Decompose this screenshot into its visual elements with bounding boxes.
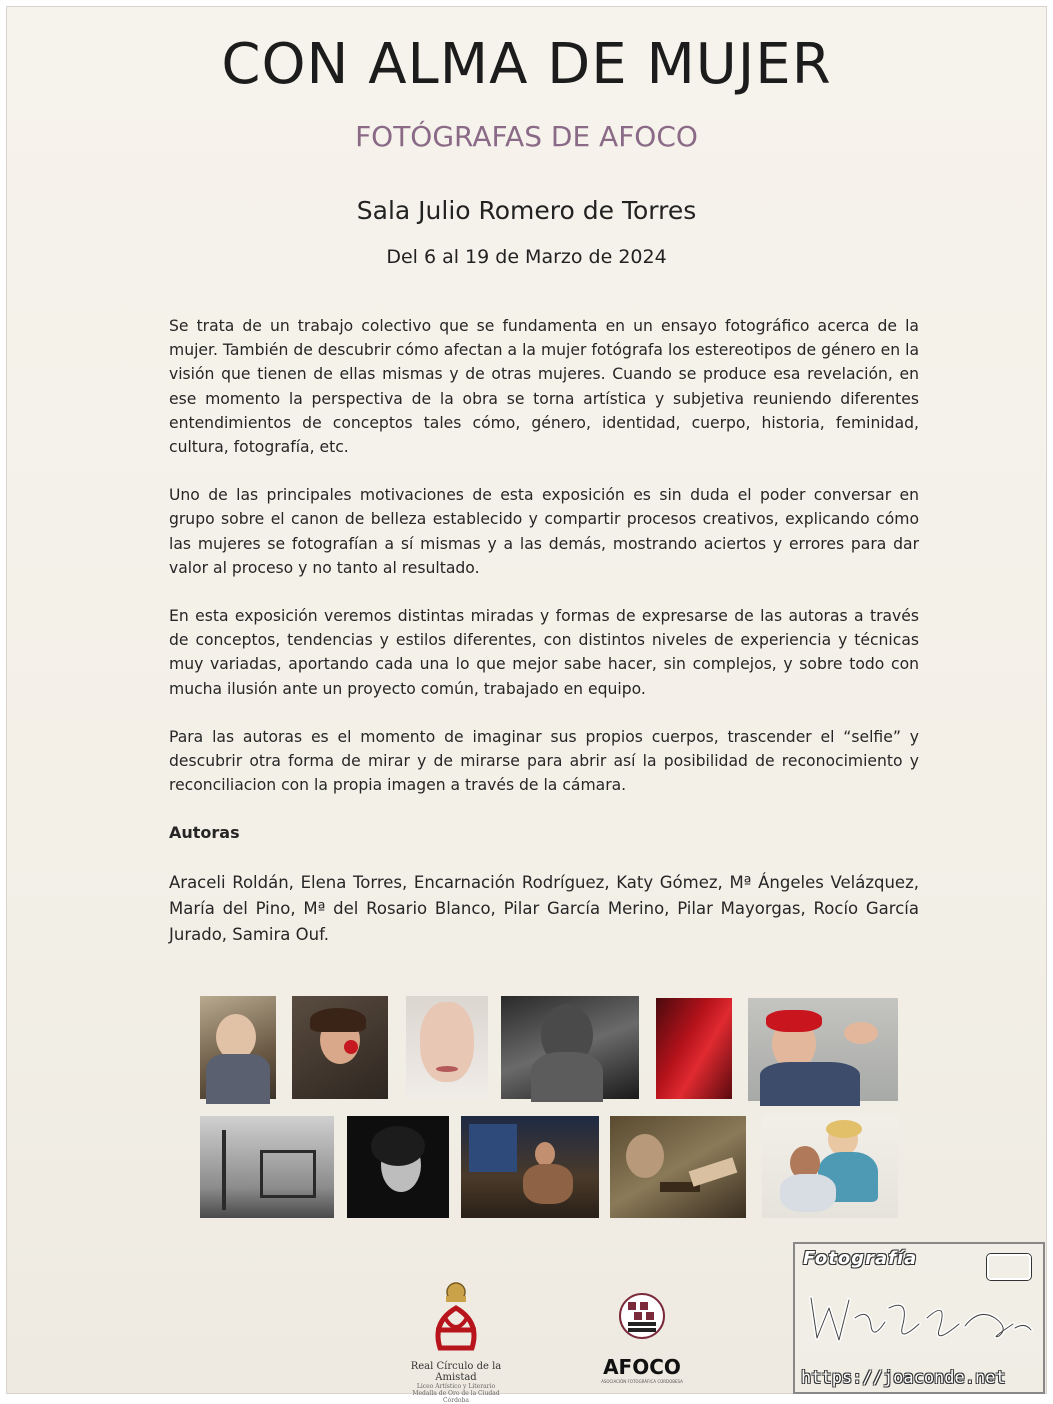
afoco-emblem-icon xyxy=(590,1290,694,1350)
paragraph-3: En esta exposición veremos distintas miradas y formas de expresarse de las autoras a través de conceptos, tendencias y estilos diferentes, con distintos niveles de experiencia y técnicas muy variadas, aportando cada una lo que mejor sabe hacer, sin complejos, y sobre todo con mucha ilusión ante un proyecto común, trabajado en equipo. xyxy=(169,607,919,698)
circulo-name: Real Círculo de la Amistad xyxy=(410,1361,502,1383)
circulo-line3: Medalla de Oro de la Ciudad xyxy=(412,1390,500,1397)
paragraph-4: Para las autoras es el momento de imaginar sus propios cuerpos, trascender el “selfie” y descubrir otra forma de mirar y de mirarse para abrir así la posibilidad de reconocimiento y reconciliacion con la propia imagen a través de la cámara. xyxy=(169,727,919,795)
photographer-watermark xyxy=(793,1242,1045,1394)
real-circulo-logo xyxy=(392,1278,520,1404)
circulo-line4: Córdoba xyxy=(443,1397,469,1404)
watermark-title: Fotografía xyxy=(803,1248,918,1269)
photo-thumbnail-2 xyxy=(292,996,388,1099)
exhibition-dates: Del 6 al 19 de Marzo de 2024 xyxy=(386,246,667,268)
photo-thumbnail-10 xyxy=(610,1116,746,1218)
photo-thumbnail-4 xyxy=(501,996,639,1099)
circulo-crest-icon xyxy=(392,1278,520,1356)
exhibition-poster xyxy=(6,6,1047,1404)
watermark-url: https://joaconde.net xyxy=(801,1368,1006,1388)
photo-thumbnail-7 xyxy=(200,1116,334,1218)
afoco-name: AFOCO xyxy=(603,1355,681,1379)
circulo-line2: Liceo Artístico y Literario xyxy=(416,1383,496,1390)
afoco-logo xyxy=(590,1290,694,1390)
photo-thumbnail-5 xyxy=(656,998,732,1099)
description-text xyxy=(169,314,919,972)
photo-thumbnail-11 xyxy=(762,1116,898,1218)
photo-thumbnail-6 xyxy=(748,998,898,1101)
photo-thumbnail-8 xyxy=(347,1116,449,1218)
photo-thumbnail-9 xyxy=(461,1116,599,1218)
photo-thumbnail-3 xyxy=(406,996,488,1099)
paragraph-2: Uno de las principales motivaciones de esta exposición es sin duda el poder conversar en grupo sobre el canon de belleza establecido y compartir procesos creativos, explicando cómo las mujeres se fotografían a sí mismas y a las demás, mostrando aciertos y errores para dar valor al proceso y no tanto al resultado. xyxy=(169,486,919,577)
signature-icon xyxy=(799,1278,1039,1358)
paragraph-1: Se trata de un trabajo colectivo que se fundamenta en un ensayo fotográfico acerca de la mujer. También de descubrir cómo afectan a la mujer fotógrafa los estereotipos de género en la visión que tienen de ellas mismas y de otras mujeres. Cuando se produce esa revelación, en ese momento la perspectiva de la obra se torna artística y subjetiva reuniendo diferentes entendimientos de conceptos tales cómo, género, identidad, cuerpo, historia, feminidad, cultura, fotografía, etc. xyxy=(169,317,919,457)
poster-subtitle: FOTÓGRAFAS DE AFOCO xyxy=(355,120,698,153)
camera-icon xyxy=(987,1254,1031,1280)
photo-thumbnail-1 xyxy=(200,996,276,1099)
poster-title: CON ALMA DE MUJER xyxy=(221,32,832,97)
venue-name: Sala Julio Romero de Torres xyxy=(356,196,697,225)
authors-list: Araceli Roldán, Elena Torres, Encarnación Rodríguez, Katy Gómez, Mª Ángeles Velázquez, María del Pino, Mª del Rosario Blanco, Pilar García Merino, Pilar Mayorgas, Rocío García Jurado, Samira Ouf. xyxy=(169,872,919,944)
afoco-tagline: ASOCIACIÓN FOTOGRÁFICA CORDOBESA xyxy=(601,1379,683,1384)
authors-heading: Autoras xyxy=(169,823,240,843)
